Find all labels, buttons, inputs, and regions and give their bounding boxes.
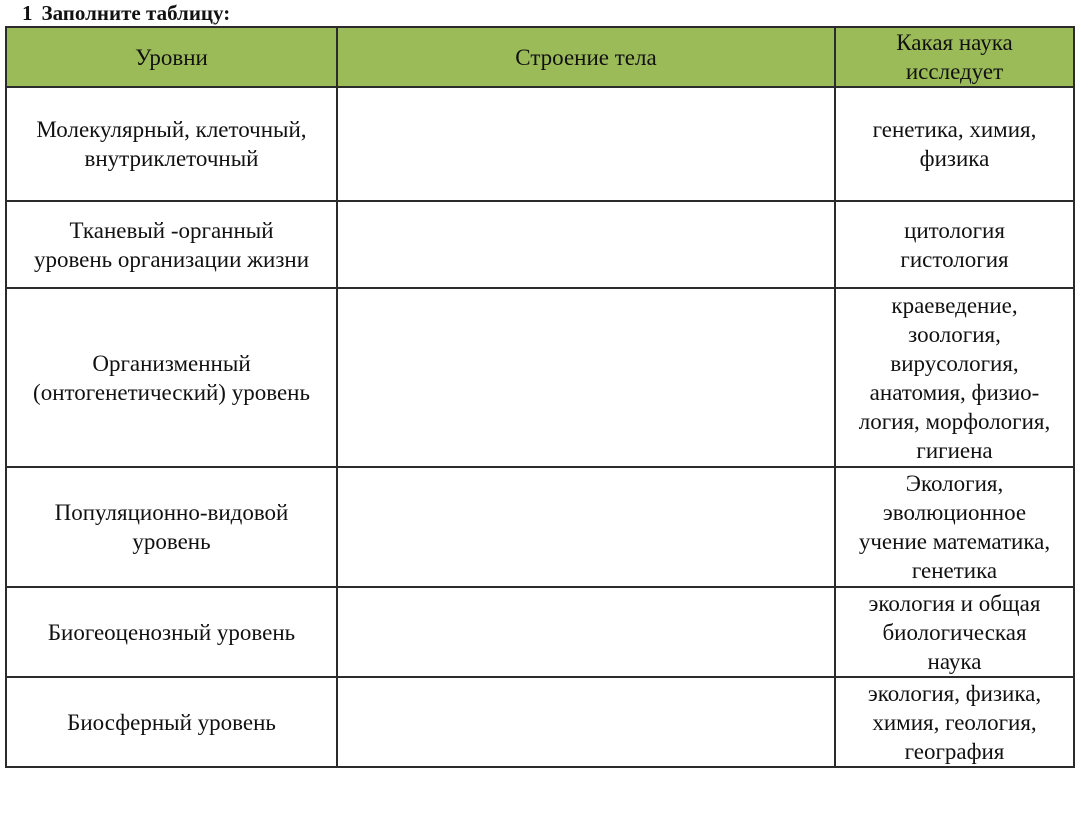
header-structure [337,27,835,87]
science-line: гистология [900,246,1009,272]
science-cell [835,587,1074,677]
science-line: экология, физика, [867,680,1042,706]
header-science-line: Какая наука [896,30,1013,55]
levels-table [5,26,1075,768]
science-cell [835,87,1074,201]
header-levels-text: Уровни [135,44,208,70]
science-cell [835,201,1074,288]
level-cell [6,467,337,587]
science-line: химия, геология, [872,709,1037,735]
header-structure-text: Строение тела [515,44,657,70]
structure-cell [337,87,835,201]
science-cell [835,467,1074,587]
science-line: краеведение, [891,292,1018,318]
level-cell [6,288,337,467]
level-cell [6,201,337,288]
science-line: наука [927,648,982,674]
level-line: (онтогенетический) уровень [33,379,310,405]
level-line: Тканевый -органный [69,217,274,243]
level-cell [6,587,337,677]
science-line: вирусология, [890,350,1019,376]
task-title-text: Заполните таблицу: [41,1,231,25]
science-line: генетика [911,558,998,583]
science-line: география [904,738,1005,764]
task-heading [22,0,230,26]
level-line: Биогеоценозный уровень [47,619,296,645]
table-row [6,467,1074,587]
level-cell [6,677,337,767]
science-cell [835,677,1074,767]
science-cell [835,288,1074,467]
header-science-line: исследует [905,59,1004,84]
science-line: зоология, [908,321,1001,347]
science-line: логия, морфология, [858,408,1051,434]
science-line: эволюционное [882,500,1027,525]
science-line: Экология, [905,471,1004,496]
science-line: учение математика, [858,529,1051,554]
science-line: гигиена [916,437,993,463]
level-line: Молекулярный, клеточный, [36,117,307,142]
level-line: Популяционно-видовой [54,500,289,525]
table-row [6,87,1074,201]
level-line: Биосферный уровень [67,709,276,735]
level-line: внутриклеточный [84,146,259,171]
structure-cell [337,677,835,767]
science-line: цитология [904,217,1005,243]
structure-cell [337,587,835,677]
table-row [6,677,1074,767]
structure-cell [337,467,835,587]
science-line: физика [919,146,990,171]
level-line: Организменный [92,350,251,376]
header-levels [6,27,337,87]
header-science [835,27,1074,87]
table-header-row [6,27,1074,87]
science-line: экология и общая [868,590,1041,616]
structure-cell [337,288,835,467]
table-row [6,201,1074,288]
task-number: 1 [22,1,33,25]
science-line: генетика, химия, [872,117,1037,142]
level-line: уровень [132,529,211,554]
table-row [6,587,1074,677]
level-line: уровень организации жизни [33,246,310,272]
structure-cell [337,201,835,288]
science-line: биологическая [882,619,1027,645]
table-row [6,288,1074,467]
level-cell [6,87,337,201]
science-line: анатомия, физио- [869,379,1040,405]
